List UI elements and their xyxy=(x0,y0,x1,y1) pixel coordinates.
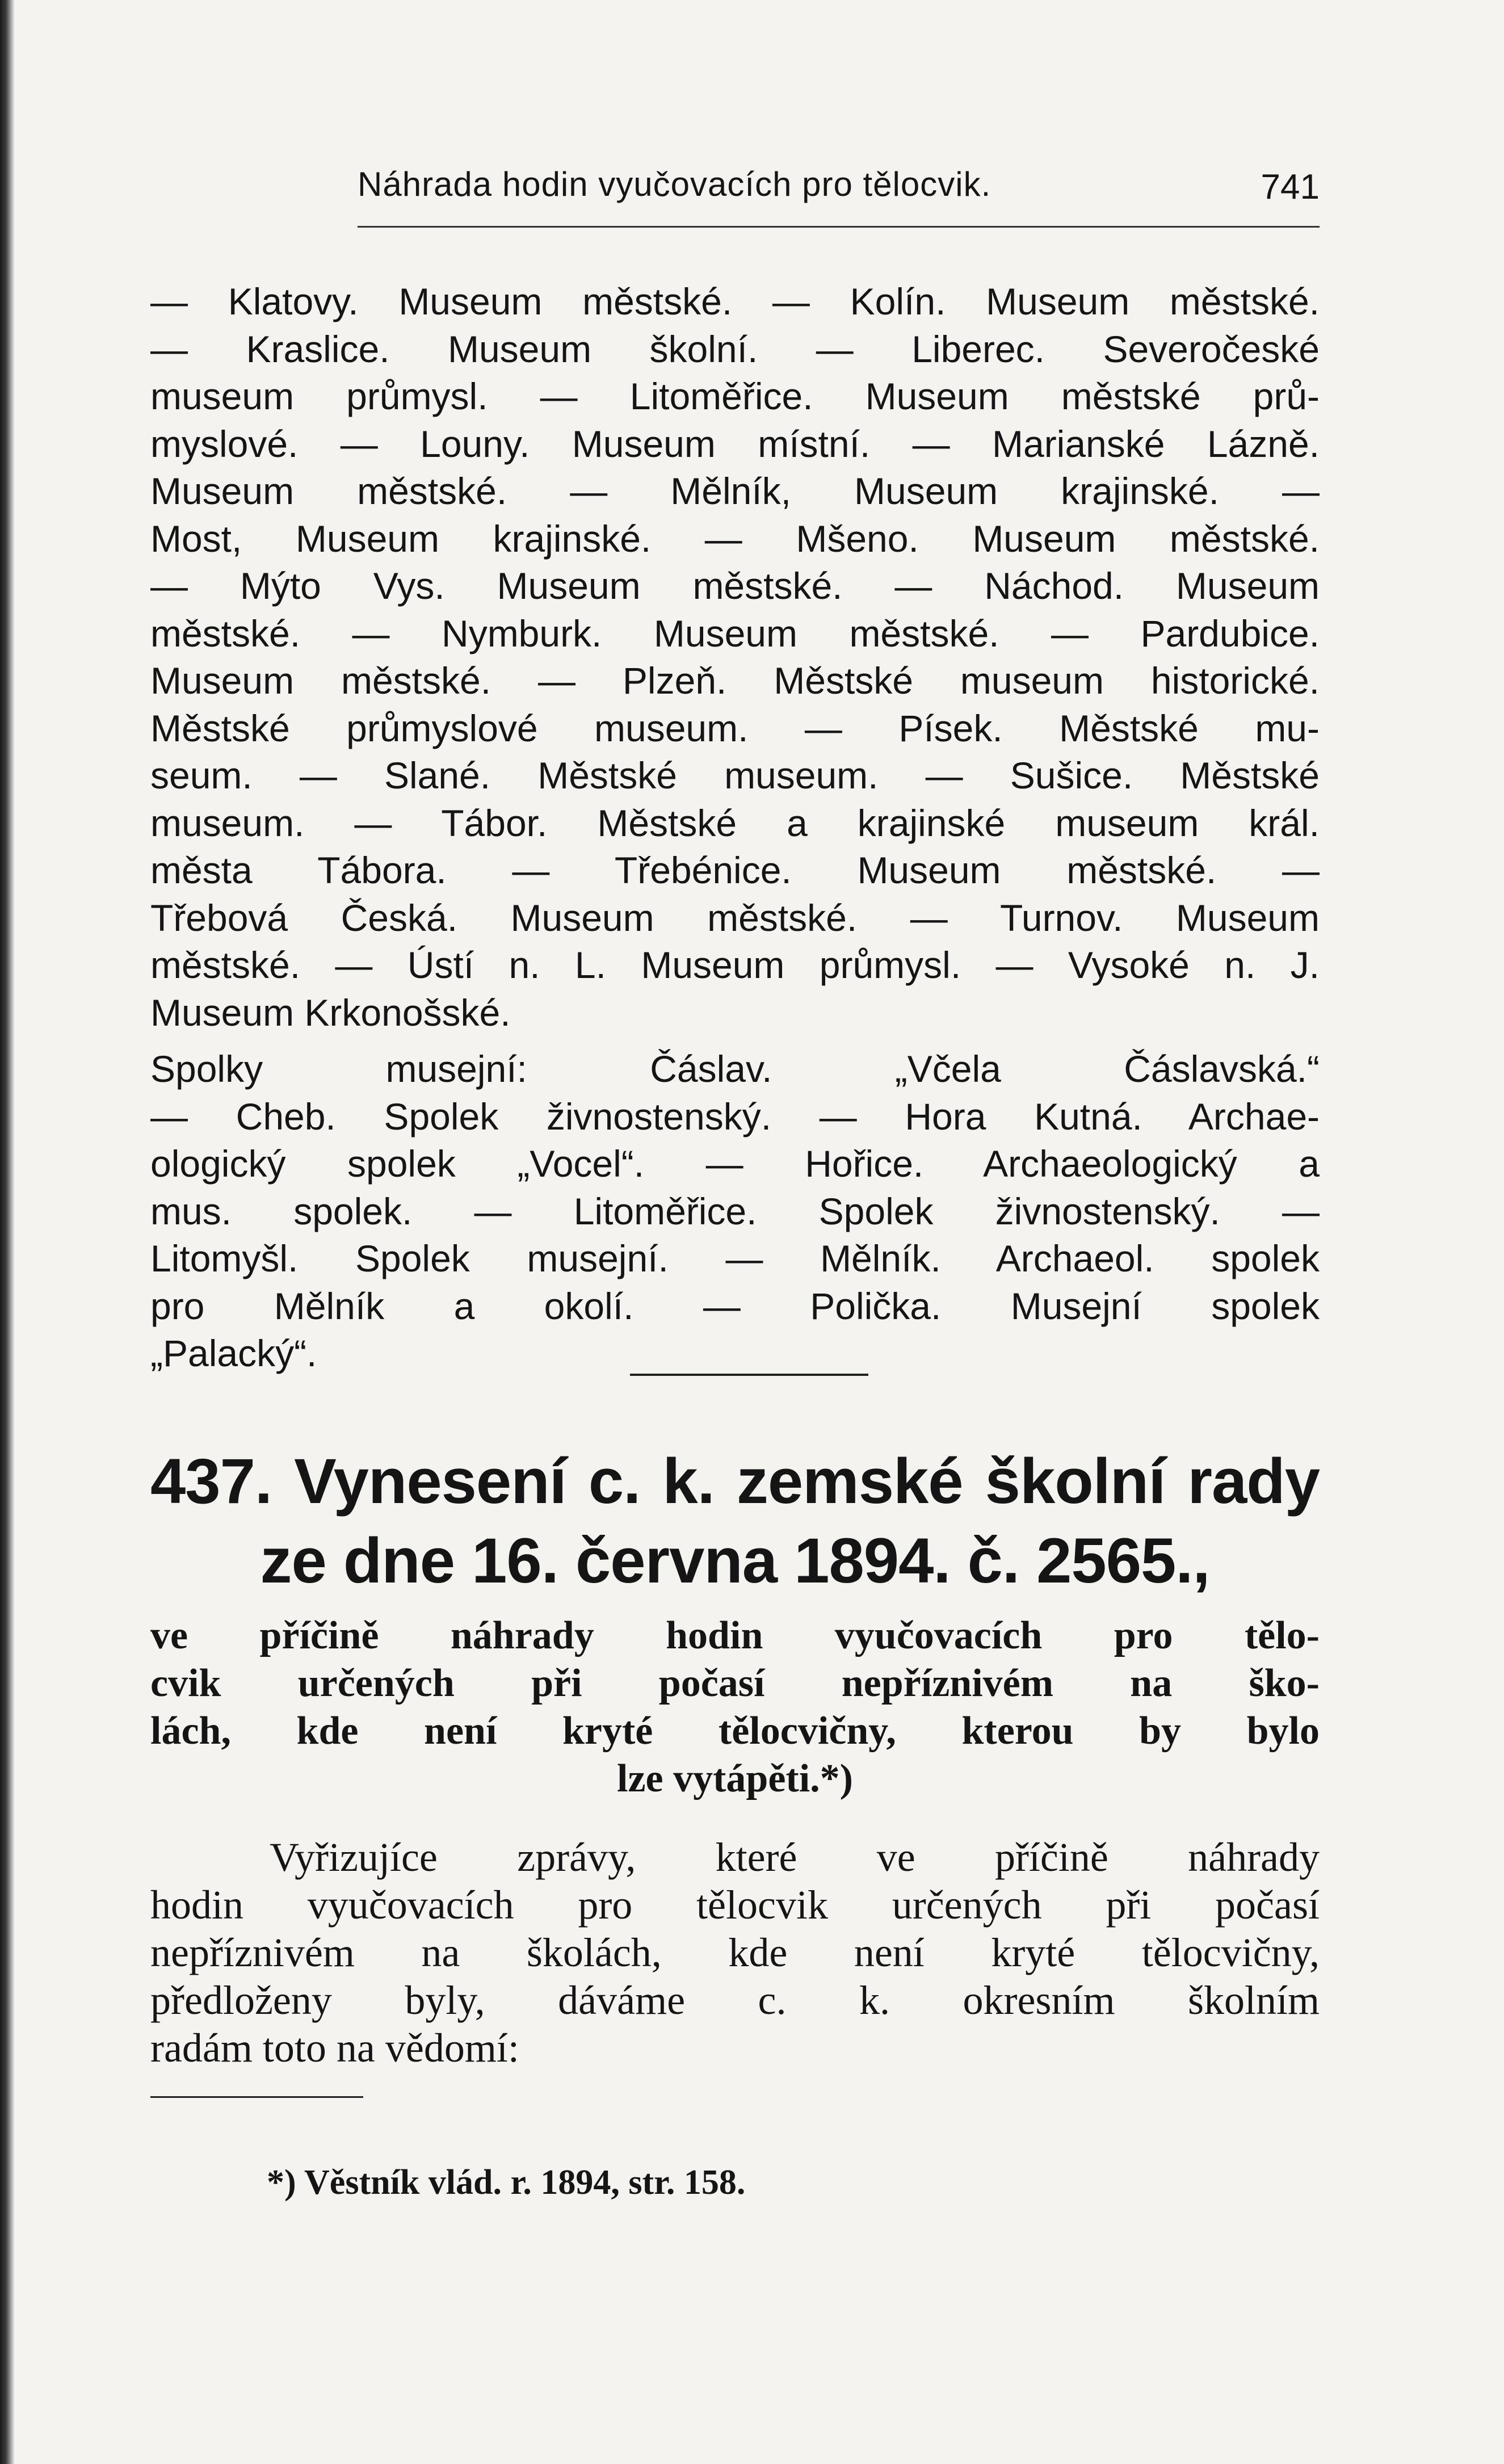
spolky-line: mus. spolek. — Litoměřice. Spolek živnostenský. — xyxy=(150,1190,1320,1232)
text-line: Museum městské. — Plzeň. Městské museum historické. xyxy=(150,660,1320,702)
text-line: městské. — Nymburk. Museum městské. — Pardubice. xyxy=(150,612,1320,654)
subheading-line: lách, kde není kryté tělocvičny, kterou by bylo xyxy=(150,1709,1320,1753)
body-paragraph xyxy=(150,1833,1320,2072)
museum-list-text xyxy=(150,278,1320,1378)
text-line: seum. — Slané. Městské museum. — Sušice. Městské xyxy=(150,754,1320,796)
text-line: — Kraslice. Museum školní. — Liberec. Severočeské xyxy=(150,328,1320,370)
section-subheading xyxy=(150,1612,1320,1803)
text-line: Most, Museum krajinské. — Mšeno. Museum městské. xyxy=(150,517,1320,560)
running-header-title: Náhrada hodin vyučovacích pro tělocvik. xyxy=(358,165,992,203)
section-divider xyxy=(630,1374,868,1376)
section-heading xyxy=(150,1442,1320,1601)
subheading-line: cvik určených při počasí nepříznivém na ško- xyxy=(150,1661,1320,1705)
text-line: městské. — Ústí n. L. Museum průmysl. — Vysoké n. J. xyxy=(150,944,1320,986)
text-line: museum. — Tábor. Městské a krajinské museum král. xyxy=(150,801,1320,844)
spolky-line: — Cheb. Spolek živnostenský. — Hora Kutná. Archae- xyxy=(150,1095,1320,1137)
spolky-line: Litomyšl. Spolek musejní. — Mělník. Archaeol. spolek xyxy=(150,1237,1320,1279)
text-line: — Mýto Vys. Museum městské. — Náchod. Museum xyxy=(150,565,1320,607)
text-line: museum průmysl. — Litoměřice. Museum městské prů- xyxy=(150,375,1320,417)
spolky-line: pro Mělník a okolí. — Polička. Musejní spolek xyxy=(150,1285,1320,1327)
paragraph-line: hodin vyučovacích pro tělocvik určených při počasí xyxy=(150,1882,1320,1928)
page-number: 741 xyxy=(1261,167,1320,207)
running-header xyxy=(358,159,1320,210)
text-line: myslové. — Louny. Museum místní. — Marianské Lázně. xyxy=(150,422,1320,465)
subheading-line: ve příčině náhrady hodin vyučovacích pro tělo- xyxy=(150,1614,1320,1657)
footnote: *) Věstník vlád. r. 1894, str. 158. xyxy=(267,2163,746,2202)
paragraph-line: předloženy byly, dáváme c. k. okresním školním xyxy=(150,1978,1320,2023)
header-rule xyxy=(358,226,1320,228)
spolky-line: Spolky musejní: Čáslav. „Včela Čáslavská.“ xyxy=(150,1048,1320,1090)
text-line: města Tábora. — Třebénice. Museum městské. — xyxy=(150,849,1320,891)
text-line: Městské průmyslové museum. — Písek. Městské mu- xyxy=(150,707,1320,749)
text-line: Třebová Česká. Museum městské. — Turnov. Museum xyxy=(150,896,1320,939)
subheading-line: lze vytápěti.*) xyxy=(617,1757,853,1800)
spolky-line: ologický spolek „Vocel“. — Hořice. Archaeologický a xyxy=(150,1143,1320,1185)
text-line: Museum Krkonošské. xyxy=(150,991,511,1034)
footnote-rule xyxy=(150,2096,363,2098)
section-heading-line: ze dne 16. června 1894. č. 2565., xyxy=(260,1525,1210,1596)
text-line: Museum městské. — Mělník, Museum krajinské. — xyxy=(150,470,1320,512)
paragraph-line: radám toto na vědomí: xyxy=(150,2025,519,2071)
text-line: — Klatovy. Museum městské. — Kolín. Museum městské. xyxy=(150,280,1320,322)
paragraph-line: nepříznivém na školách, kde není kryté tělocvičny, xyxy=(150,1930,1320,1975)
spolky-line: „Palacký“. xyxy=(150,1332,317,1374)
page-edge-shadow xyxy=(0,0,15,2464)
paragraph-line: Vyřizujíce zprávy, které ve příčině náhrady xyxy=(270,1835,1320,1880)
section-heading-line: 437. Vynesení c. k. zemské školní rady xyxy=(150,1446,1320,1517)
